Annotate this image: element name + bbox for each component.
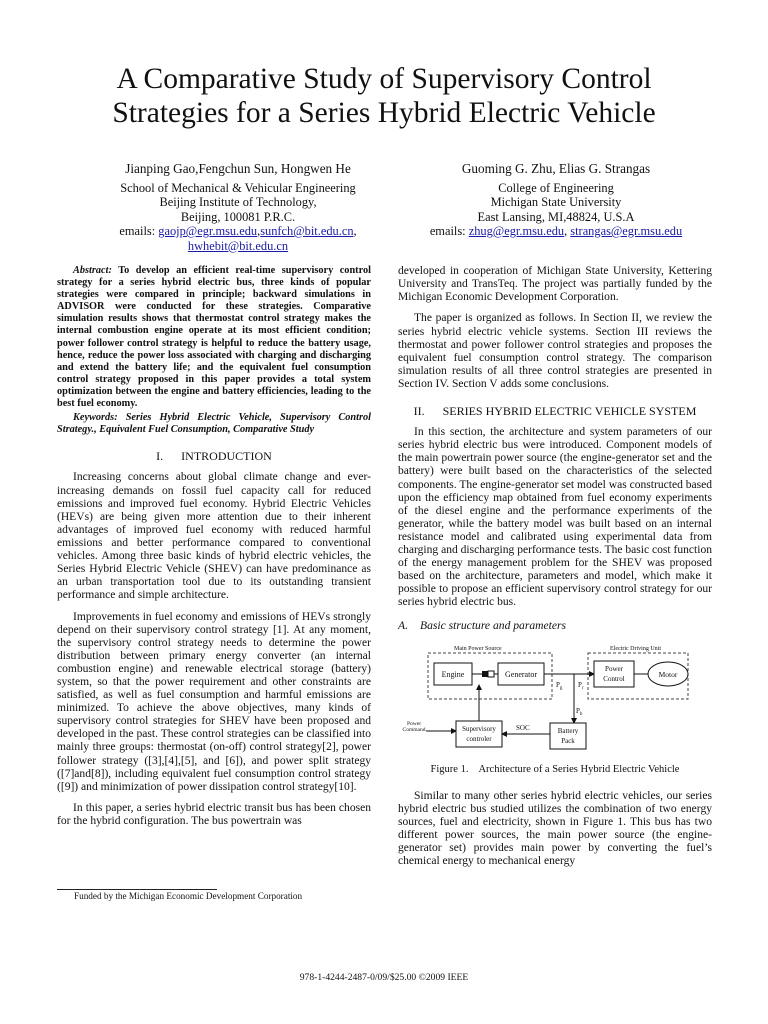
organization-paragraph: The paper is organized as follows. In Section II, we review the series hybrid electric vehicle systems. Section III reviews the thermostat and power follower control strategies and proposes the equivalent fuel consumption control strategy. The comparison simulation results of all three control strategies are presented in Section IV. Section V adds some conclusions. [398, 312, 712, 390]
power-command-label-1: Power [406, 720, 422, 727]
abstract [57, 265, 371, 410]
figure-caption-label: Figure 1. [430, 763, 469, 775]
paper-title [40, 62, 728, 130]
pr-label: $P_r$ [578, 680, 584, 691]
section-number: I. [156, 449, 164, 464]
figure-1-caption [398, 763, 712, 776]
author-block-right [398, 162, 714, 239]
intro-paragraph-2: Improvements in fuel economy and emissions of HEVs strongly depend on their supervisory control strategy [1]. At any moment, the supervisory control strategy needs to determine the power distribution between primary energy converter (an internal combustion engine) and renewable electrical storage (battery) system, so that the power requirement and other constraints are satisfied, as well as fuel consumption and harmful emissions are minimized. To achieve the above objectives, many kinds of supervisory control strategies for SHEV have been proposed and developed in the past. These control strategies can be classified into mainly three groups: thermostat (on-off) control strategy[2], power follower strategy ([3],[4],[5], and [6]), and power split strategy ([7]and[8]), including equivalent fuel consumption control strategy ([9]) and minimization of power dissipation control strategy[10]. [57, 610, 371, 793]
subsection-heading [398, 619, 712, 632]
emails-label: emails: [119, 224, 156, 238]
keywords-text: Series Hybrid Electric Vehicle, Supervisory Control Strategy., Equivalent Fuel Consumption, Comparative Study [57, 412, 372, 436]
intro-paragraph-1: Increasing concerns about global climate change and ever-increasing demands on fossil fuel capacity call for reduced emissions and improved fuel economy. Hybrid Electric Vehicles (HEVs) are being given more attention due to their inherent advantages of improved fuel economy with reduced harmful emissions and better performance compared to conventional vehicles. Among three basic kinds of hybrid electric vehicles, the Series Hybrid Electric Vehicle (SHEV) can have predominance as an urban transportation tool due to its outstanding transient performance and simple architecture. [57, 471, 371, 602]
copyright-footer: 978-1-4244-2487-0/09/$25.00 ©2009 IEEE [299, 972, 469, 983]
email-link-strangas[interactable]: strangas@egr.msu.edu [570, 224, 683, 238]
supervisory-label-1: Supervisory [462, 724, 496, 733]
email-link-zhug[interactable]: zhug@egr.msu.edu [468, 224, 565, 238]
continued-paragraph: developed in cooperation of Michigan State University, Kettering University and TransTeq. The project was partially funded by the Michigan Economic Development Corporation. [398, 265, 712, 304]
affiliation-college: College of Engineering [498, 180, 614, 195]
battery-label-2: Pack [561, 736, 575, 745]
author-block-left [48, 162, 428, 253]
emails-label-right: emails: [429, 224, 466, 238]
label-electric-driving-unit: Electric Driving Unit [610, 645, 661, 652]
motor-label: Motor [658, 669, 678, 679]
email-link-hwhebit[interactable]: hwhebit@bit.edu.cn [187, 238, 289, 253]
abstract-text: To develop an efficient real-time supervisory control strategy for a series hybrid electric bus, three kinds of popular strategies were compared in principle; backward simulations in ADVISOR were conducted for these strategies. Comparative simulation results shows that thermostat control strategy makes the internal combustion engine operate at its most efficient condition; power follower control strategy is helpful to reduce the battery usage, hence, reduce the power loss associated with charging and discharging and extend the battery life; and the equivalent fuel consumption control strategy proposed in this paper provides a total system optimization between the engine and battery efficiencies, leading to the best fuel economy. [57, 265, 372, 410]
affiliation-city: Beijing, 100081 P.R.C. [180, 209, 296, 224]
intro-paragraph-3: In this paper, a series hybrid electric transit bus has been chosen for the hybrid configuration. The bus powertrain was [57, 802, 371, 828]
section-heading-introduction [57, 450, 371, 463]
power-control-label-2: Control [603, 674, 625, 683]
email-line-left: emails: gaojp@egr.msu.edu,sunfch@bit.edu.cn, [119, 224, 357, 238]
label-main-power-source: Main Power Source [454, 645, 502, 652]
author-names-right: Guoming G. Zhu, Elias G. Strangas [461, 161, 651, 176]
section-title-2: SERIES HYBRID ELECTRIC VEHICLE SYSTEM [442, 404, 697, 419]
abstract-label: Abstract: [73, 265, 112, 276]
right-column [398, 265, 712, 876]
affiliation-city-right: East Lansing, MI,48824, U.S.A [477, 209, 635, 224]
keywords [57, 412, 371, 436]
supervisory-label-2: controler [466, 734, 492, 743]
pb-label: $P_b$ [576, 706, 583, 717]
affiliation-institute: Beijing Institute of Technology, [159, 195, 317, 209]
author-names-left: Jianping Gao,Fengchun Sun, Hongwen He [125, 161, 351, 176]
email-line-left-2 [48, 239, 428, 254]
title-line-2: Strategies for a Series Hybrid Electric Vehicle [112, 97, 656, 129]
battery-label-1: Battery [557, 726, 579, 735]
email-line-right: emails: zhug@egr.msu.edu, strangas@egr.msu.edu [429, 224, 683, 238]
soc-label: SOC [516, 723, 530, 732]
email-link-sunfch[interactable]: sunfch@bit.edu.cn [260, 224, 354, 238]
power-command-label-2: Command [402, 726, 426, 733]
figure-caption-text: Architecture of a Series Hybrid Electric Vehicle [478, 763, 680, 775]
affiliation-school: School of Mechanical & Vehicular Engineering [120, 180, 356, 195]
affiliation-university: Michigan State University [490, 195, 622, 209]
keywords-label: Keywords: [73, 412, 118, 424]
system-paragraph-2: Similar to many other series hybrid electric vehicles, our series hybrid electric bus studied utilizes the combination of two energy sources, fuel and electricity, shown in Figure 1. This bus has two different power sources, the main power source (the engine-generator set) provides main power by converting the fuel’s chemical energy to mechanical energy [398, 789, 712, 868]
generator-label: Generator [505, 669, 537, 679]
power-control-label-1: Power [605, 664, 623, 673]
subsection-label: A. [398, 619, 408, 633]
pg-label: $P_g$ [556, 680, 563, 691]
figure-1-diagram [398, 641, 712, 759]
coupling-symbol [482, 671, 488, 677]
section-heading-system [398, 405, 712, 418]
title-line-1: A Comparative Study of Supervisory Control [116, 63, 652, 95]
funding-footnote: Funded by the Michigan Economic Development Corporation [74, 891, 303, 901]
left-column [57, 265, 371, 836]
section-title: INTRODUCTION [181, 449, 272, 464]
engine-label: Engine [441, 669, 465, 679]
system-paragraph-1: In this section, the architecture and system parameters of our series hybrid electric bus were introduced. Component models of the main powertrain power source (the engine-generator set and the battery) were built based on the characteristics of the selected components. The engine-generator set model was constructed based upon the efficiency map obtained from fuel economy experiments of the diesel engine and the performance experiments of the generator, while the battery model was built based on an internal resistance model and calibrated using experimental data from charging and discharging performance tests. The basic cost function of the energy management problem for the SHEV was proposed based on the architecture, parameters and model, which make it possible to propose an efficient supervisory control strategy for our series hybrid electric bus. [398, 426, 713, 609]
subsection-title: Basic structure and parameters [419, 619, 567, 633]
email-link-gaojp[interactable]: gaojp@egr.msu.edu [158, 224, 258, 238]
footnote-divider [57, 889, 217, 890]
section-number-2: II. [413, 404, 425, 419]
